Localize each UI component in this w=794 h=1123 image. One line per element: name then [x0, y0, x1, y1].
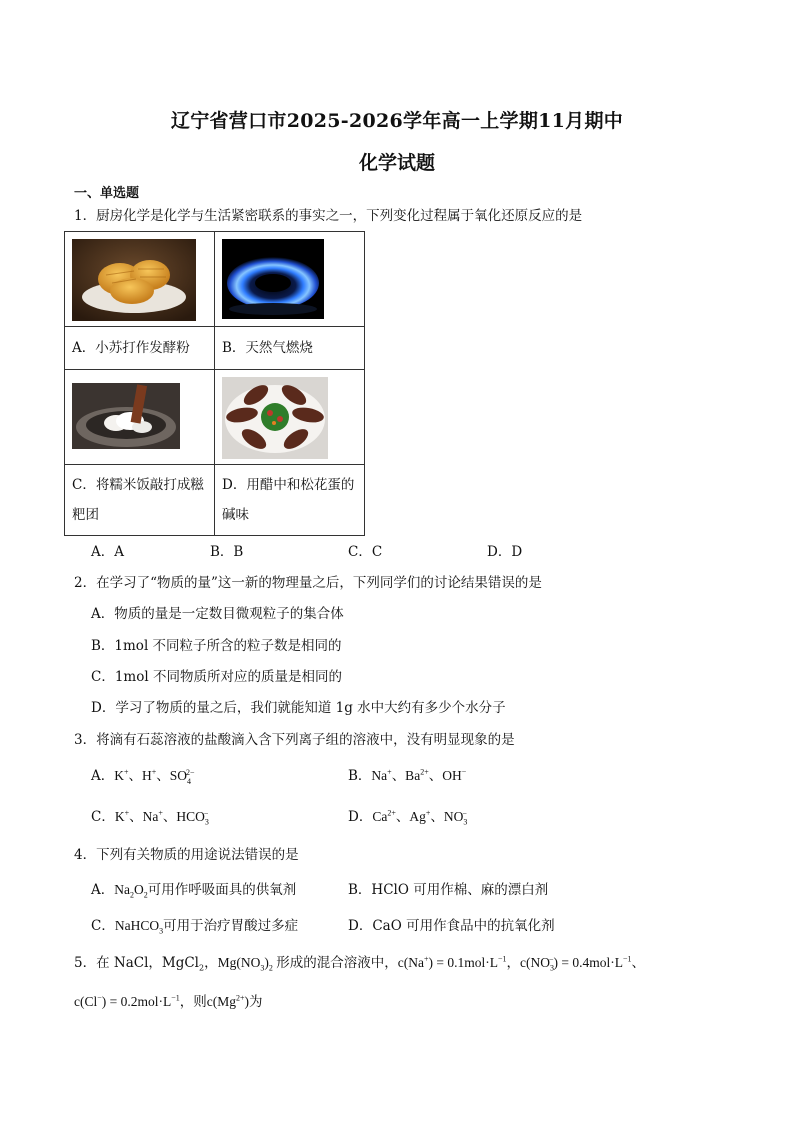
- pounding-rice-image: [72, 383, 180, 449]
- q2-option-a: A．物质的量是一定数目微观粒子的集合体: [91, 606, 344, 622]
- q4-option-c: C．NaHCO$_3$可用于治疗胃酸过多症: [91, 918, 299, 936]
- q3-option-b-label: B．: [348, 768, 372, 784]
- option-c-cell: [65, 465, 215, 536]
- q1-choice-d: D．D: [487, 544, 523, 560]
- option-c-line1: C．将糯米饭敲打成糍: [72, 477, 204, 493]
- option-a-cell: A．小苏打作发酵粉: [65, 327, 215, 370]
- image-cell-d: [215, 370, 365, 465]
- q4-option-c-label: C．: [91, 918, 115, 934]
- q3-option-d: D．$Ca^{2+}$、Ag+、$NO_3^-$: [348, 808, 468, 827]
- option-d-line1: D．用醋中和松花蛋的: [222, 477, 355, 493]
- question-1-image-table: [64, 231, 365, 536]
- q2-option-d: D．学习了物质的量之后，我们就能知道 1g 水中大约有多少个水分子: [91, 700, 506, 716]
- option-c-line2: 粑团: [72, 507, 99, 523]
- option-d-line2: 碱味: [222, 507, 249, 523]
- q4-option-a: A．$Na_2O_2$可用作呼吸面具的供氧剂: [91, 882, 297, 900]
- baked-bread-image: [72, 239, 196, 321]
- q4-option-b: [348, 881, 548, 899]
- century-egg-image: [222, 377, 328, 459]
- q4-option-d-text: CaO 可用作食品中的抗氧化剂: [372, 918, 555, 934]
- q4-option-a-text: 可用作呼吸面具的供氧剂: [147, 882, 297, 898]
- option-b-cell: B．天然气燃烧: [215, 327, 365, 370]
- q2-option-b: B．1mol 不同粒子所含的粒子数是相同的: [91, 638, 342, 654]
- q4-option-b-text: HClO 可用作棉、麻的漂白剂: [371, 882, 549, 898]
- question-1-stem: 1．厨房化学是化学与生活紧密联系的事实之一，下列变化过程属于氧化还原反应的是: [74, 208, 583, 224]
- question-4-stem: 4．下列有关物质的用途说法错误的是: [74, 847, 299, 863]
- section-heading: 一、单选题: [74, 186, 140, 201]
- option-d-cell: [215, 465, 365, 536]
- question-5-stem-line2: $c(Cl^-) = 0.2mol\cdot L^{-1}$，则$c(Mg^{2+})$为: [74, 993, 263, 1010]
- q3-option-c-label: C．: [91, 809, 115, 825]
- document-title: 辽宁省营口市2025-2026学年高一上学期11月期中: [170, 110, 624, 132]
- q5-line2-end: ，则: [179, 994, 207, 1010]
- q4-option-d: [348, 917, 555, 935]
- gas-flame-image: [222, 239, 324, 319]
- q1-choice-b: B．B: [210, 544, 244, 560]
- q3-option-a-label: A．: [91, 768, 115, 784]
- q3-option-d-label: D．: [348, 809, 373, 825]
- q4-option-c-text: 可用于治疗胃酸过多症: [163, 918, 299, 934]
- q5-stem-start: 5．在 NaCl，MgCl: [74, 955, 200, 971]
- q3-option-c: C．K+、Na+、$HCO_3^-$: [91, 808, 209, 827]
- question-5-stem-line1: 5．在 NaCl，MgCl$_2$，$Mg(NO_3)_2$ 形成的混合溶液中，$c(Na^+) = 0.1mol\cdot L^{-1}$，$c(NO_3^-) = 0.4mol\cdot L^{-1}$、: [74, 954, 645, 973]
- image-cell-b: [215, 232, 365, 327]
- q1-choice-a: A．A: [91, 544, 124, 560]
- image-cell-a: [65, 232, 215, 327]
- question-2-stem: 2．在学习了“物质的量”这一新的物理量之后，下列同学们的讨论结果错误的是: [74, 575, 542, 591]
- q4-option-b-label: B．: [348, 882, 372, 898]
- q1-choice-c: C．C: [348, 544, 383, 560]
- document-subtitle: 化学试题: [358, 152, 435, 174]
- q5-line2-tail: 为: [249, 994, 263, 1010]
- q3-option-b: B．Na+、$Ba^{2+}$、OH−: [348, 767, 467, 784]
- q3-option-a: A．K+、H+、$SO_4^{2-}$: [91, 767, 195, 786]
- q2-option-c: C．1mol 不同物质所对应的质量是相同的: [91, 669, 342, 685]
- q4-option-d-label: D．: [348, 918, 373, 934]
- question-3-stem: 3．将滴有石蕊溶液的盐酸滴入含下列离子组的溶液中，没有明显现象的是: [74, 732, 515, 748]
- image-cell-c: [65, 370, 215, 465]
- q4-option-a-label: A．: [91, 882, 115, 898]
